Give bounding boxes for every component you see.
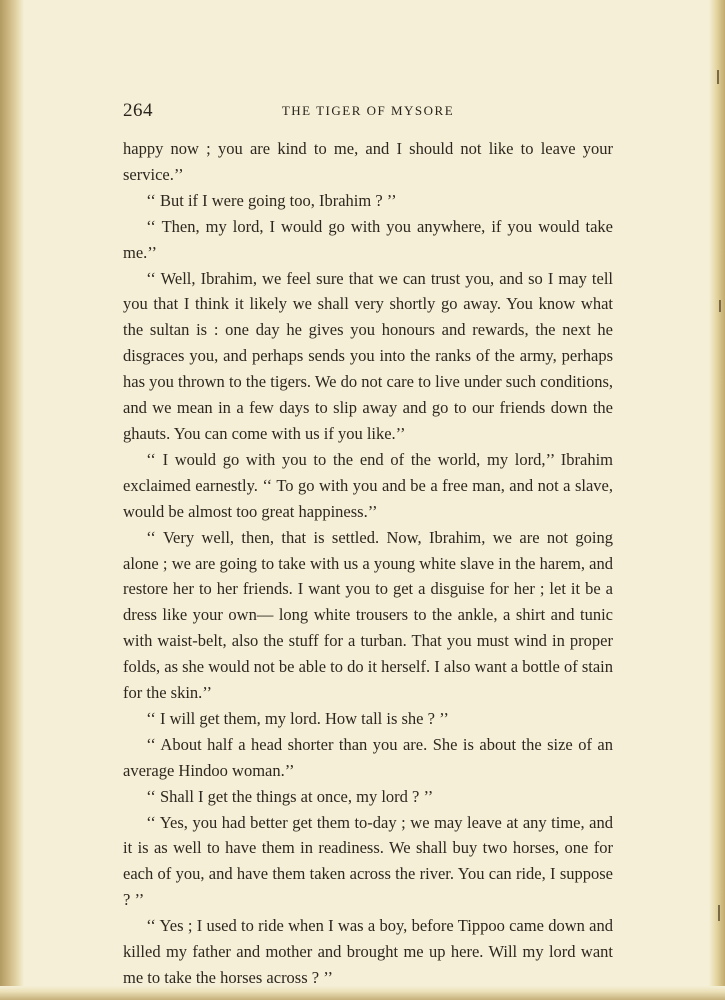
margin-mark-middle <box>719 300 721 312</box>
paragraph: ‘‘ I will get them, my lord. How tall is she ? ’’ <box>146 708 449 728</box>
paragraph: ‘‘ Well, Ibrahim, we feel sure that we can trust you, and so I may tell you that I think it likely we shall very shortly go away. You know what the sultan is : one day he gives you honours and rewards, the next he disgraces you, and perhaps sends you into the ranks of the army, perhaps has you thrown to the tigers. We do not care to live under such conditions, and we mean in a few days to slip away and go to our friends down the ghauts. You can come with us if you like.’’ <box>123 268 613 443</box>
paragraph: ‘‘ I would go with you to the end of the world, my lord,’’ Ibrahim exclaimed earnestly. ‘‘ To go with you and be a free man, and not a slave, would be almost too great happiness.’’ <box>123 449 613 521</box>
page-edge-right <box>709 0 725 1000</box>
paragraph: ‘‘ But if I were going too, Ibrahim ? ’’ <box>146 190 397 210</box>
paragraph: ‘‘ Yes ; I used to ride when I was a boy, before Tippoo came down and killed my father and mother and brought me up here. Will my lord want me to take the horses across ? ’’ <box>123 916 613 987</box>
paragraph: happy now ; you are kind to me, and I should not like to leave your service.’’ <box>123 139 613 184</box>
page-binding-shadow <box>0 0 24 1000</box>
paragraph: ‘‘ Very well, then, that is settled. Now, Ibrahim, we are not going alone ; we are going to take with us a young white slave in the harem, and restore her to her friends. I want you to get a disguise for her ; let it be a dress like your own— long white trousers to the ankle, a shirt and tunic with waist-belt, also the stuff for a turban. That you must wind in proper folds, as she would not be able to do it herself. I also want a bottle of stain for the skin.’’ <box>123 527 613 703</box>
running-title: THE TIGER OF MYSORE <box>281 103 455 118</box>
paragraph: ‘‘ Then, my lord, I would go with you anywhere, if you would take me.’’ <box>123 216 613 262</box>
body-text <box>123 136 613 991</box>
running-head <box>123 100 613 124</box>
paragraph: ‘‘ Yes, you had better get them to-day ; we may leave at any time, and it is as well to have them in readiness. We shall buy two horses, one for each of you, and have them taken across the river. You can ride, I suppose ? ’’ <box>123 812 613 910</box>
paragraph: ‘‘ Shall I get the things at once, my lord ? ’’ <box>146 786 434 806</box>
paragraph: ‘‘ About half a head shorter than you are. She is about the size of an average Hindoo woman.’’ <box>123 734 613 780</box>
margin-mark-bottom <box>718 905 720 921</box>
margin-mark-top <box>717 70 719 84</box>
page-number: 264 <box>123 100 153 121</box>
